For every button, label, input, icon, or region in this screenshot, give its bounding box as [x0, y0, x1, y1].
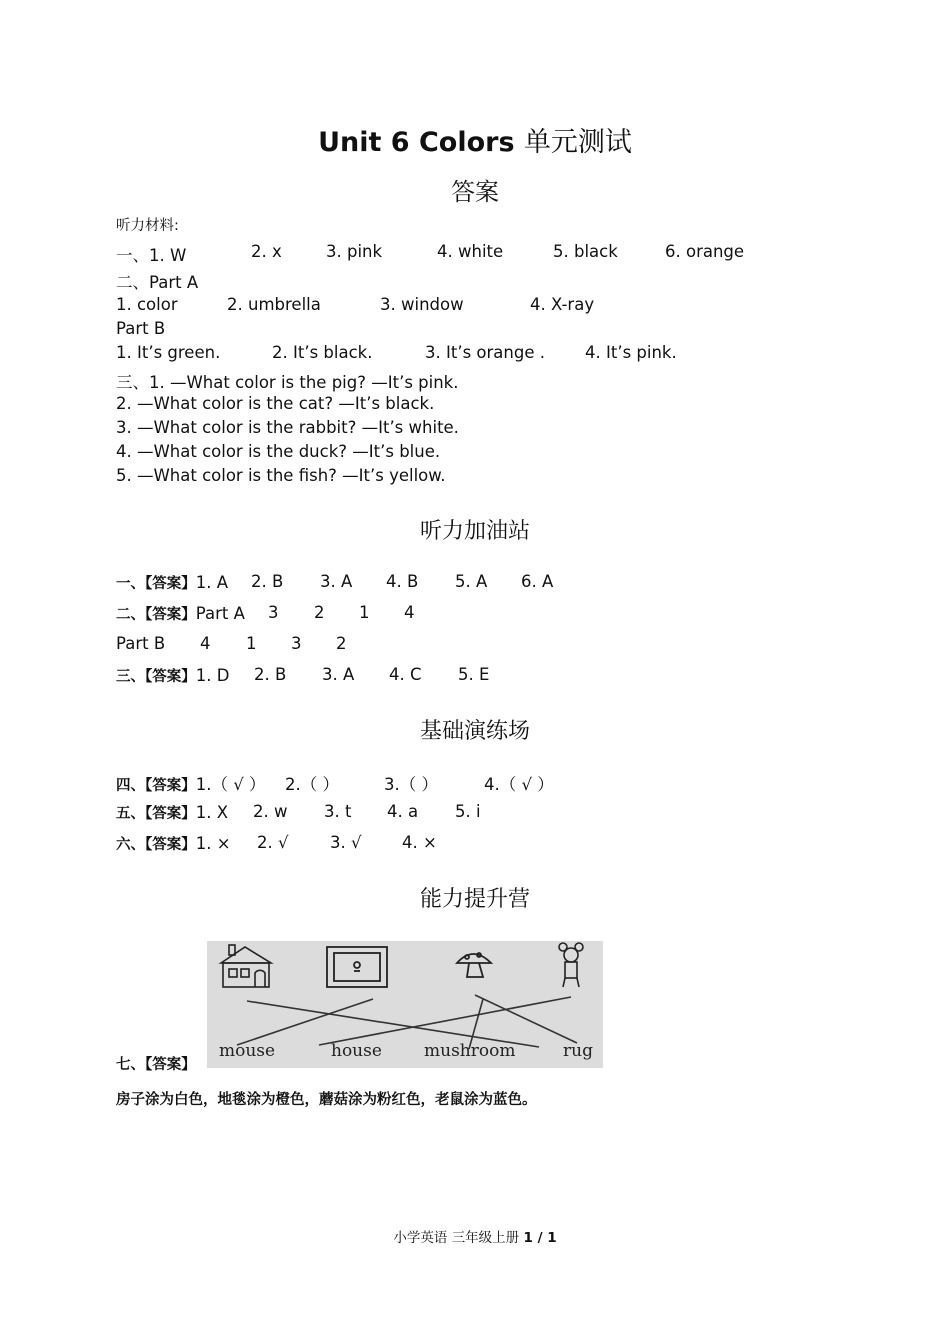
answer-tag: 【答案】	[145, 806, 196, 822]
answer-row-5: 五、【答案】1. X	[116, 803, 229, 822]
answer-item: 3.（ ）	[384, 775, 438, 794]
answer-heading: 答案	[451, 178, 499, 206]
ability-heading: 能力提升营	[419, 887, 530, 912]
dialogue-line: 1. —What color is the pig? —It’s pink.	[149, 373, 459, 392]
material-1-item: 1. W	[149, 246, 187, 265]
answer-item: 5. i	[455, 802, 481, 821]
answer-item: 4. ×	[402, 833, 437, 852]
part-a-label: Part A	[195, 604, 245, 623]
answer-item: 1. ×	[195, 834, 231, 853]
answer-item: 2. √	[257, 833, 289, 852]
house-icon	[221, 945, 271, 987]
answer-item: 4	[404, 603, 415, 622]
part-a-item: 4. X-ray	[530, 295, 595, 314]
material-section-1: 一、1. W	[116, 246, 187, 265]
answer-item: 3	[268, 603, 279, 622]
mouse-icon	[559, 943, 583, 987]
image-word: house	[331, 1041, 382, 1061]
part-a-item: 3. window	[380, 295, 464, 314]
material-section-2: 二、Part A	[116, 273, 199, 292]
answer-item: 2. w	[253, 802, 288, 821]
answer-item: 3	[291, 634, 302, 653]
rug-icon	[327, 947, 387, 987]
footer-subject: 小学英语	[393, 1230, 448, 1246]
material-1-item: 4. white	[437, 242, 504, 261]
answer-item: 4	[200, 634, 211, 653]
answer-tag: 【答案】	[145, 669, 196, 685]
part-b-item: 1. It’s green.	[116, 343, 221, 362]
material-1-item: 3. pink	[326, 242, 383, 261]
answer-item: 3. A	[320, 572, 353, 591]
listening-material-label: 听力材料:	[116, 218, 179, 234]
answer-item: 1	[246, 634, 257, 653]
title-en: Unit 6 Colors	[318, 127, 515, 158]
answer-item: 3. √	[330, 833, 362, 852]
answer-item: 4. C	[389, 665, 422, 684]
answer-row-1: 一、【答案】1. A	[116, 573, 229, 592]
answer-item: 2. B	[251, 572, 284, 591]
answer-tag: 【答案】	[145, 1057, 196, 1073]
page-title	[0, 120, 950, 159]
image-word: rug	[563, 1041, 593, 1061]
answer-item: 5. A	[455, 572, 488, 591]
part-b-item: 2. It’s black.	[272, 343, 373, 362]
part-a-item: 2. umbrella	[227, 295, 321, 314]
page-number: 1 / 1	[523, 1230, 557, 1246]
answer-row-7: 七、【答案】	[116, 1057, 196, 1073]
answer-item: 4. B	[386, 572, 419, 591]
answer-tag: 【答案】	[145, 607, 196, 623]
material-1-item: 2. x	[251, 242, 282, 261]
dialogue-line: 3. —What color is the rabbit? —It’s white.	[116, 418, 459, 437]
answer-item: 5. E	[458, 665, 490, 684]
matching-answer-image	[207, 941, 603, 1068]
answer-tag: 【答案】	[145, 576, 196, 592]
part-b-item: 4. It’s pink.	[585, 343, 677, 362]
answer-item: 3. t	[324, 802, 352, 821]
part-a-label: Part A	[149, 273, 199, 292]
answer-tag: 【答案】	[145, 837, 196, 853]
material-1-item: 5. black	[553, 242, 618, 261]
part-b-label: Part B	[116, 319, 166, 338]
answer-item: 2. B	[254, 665, 287, 684]
answer-row-2: 二、【答案】Part A	[116, 604, 245, 623]
material-1-item: 6. orange	[665, 242, 745, 261]
answer-row-3: 三、【答案】1. D	[116, 666, 230, 685]
answer-item: 3. A	[322, 665, 355, 684]
answer-row-6: 六、【答案】1. ×	[116, 834, 231, 853]
material-section-3: 三、1. —What color is the pig? —It’s pink.	[116, 373, 459, 392]
dialogue-line: 2. —What color is the cat? —It’s black.	[116, 394, 435, 413]
part-b-item: 3. It’s orange .	[425, 343, 545, 362]
image-word: mushroom	[424, 1041, 516, 1061]
dialogue-line: 4. —What color is the duck? —It’s blue.	[116, 442, 441, 461]
basic-practice-heading: 基础演练场	[419, 719, 530, 744]
answer-item: 4. a	[387, 802, 419, 821]
image-word: mouse	[219, 1041, 276, 1061]
answer-item: 1	[359, 603, 370, 622]
dialogue-line: 5. —What color is the fish? —It’s yellow.	[116, 466, 446, 485]
footer-grade: 三年级上册	[451, 1230, 520, 1246]
listening-station-heading: 听力加油站	[419, 519, 530, 544]
mushroom-icon	[457, 953, 491, 977]
answer-item: 1.（ √ ）	[195, 775, 266, 794]
answer-item: 2	[314, 603, 325, 622]
answer-item: 1. D	[195, 666, 230, 685]
coloring-answer-sentence: 房子涂为白色，地毯涂为橙色，蘑菇涂为粉红色，老鼠涂为蓝色。	[116, 1092, 537, 1108]
matching-illustration	[207, 941, 603, 1068]
page-footer	[0, 1226, 950, 1246]
matching-lines	[237, 995, 577, 1049]
part-a-item: 1. color	[116, 295, 178, 314]
answer-tag: 【答案】	[145, 778, 196, 794]
answer-row-4: 四、【答案】1.（ √ ）	[116, 775, 266, 794]
title-cn: 单元测试	[523, 127, 632, 158]
answer-item: 4.（ √ ）	[484, 775, 554, 794]
answer-item: 1. A	[195, 573, 229, 592]
answer-item: 2.（ ）	[285, 775, 339, 794]
answer-item: 1. X	[195, 803, 229, 822]
answer-item: 2	[336, 634, 347, 653]
part-b-label: Part B	[116, 634, 166, 653]
answer-item: 6. A	[521, 572, 554, 591]
